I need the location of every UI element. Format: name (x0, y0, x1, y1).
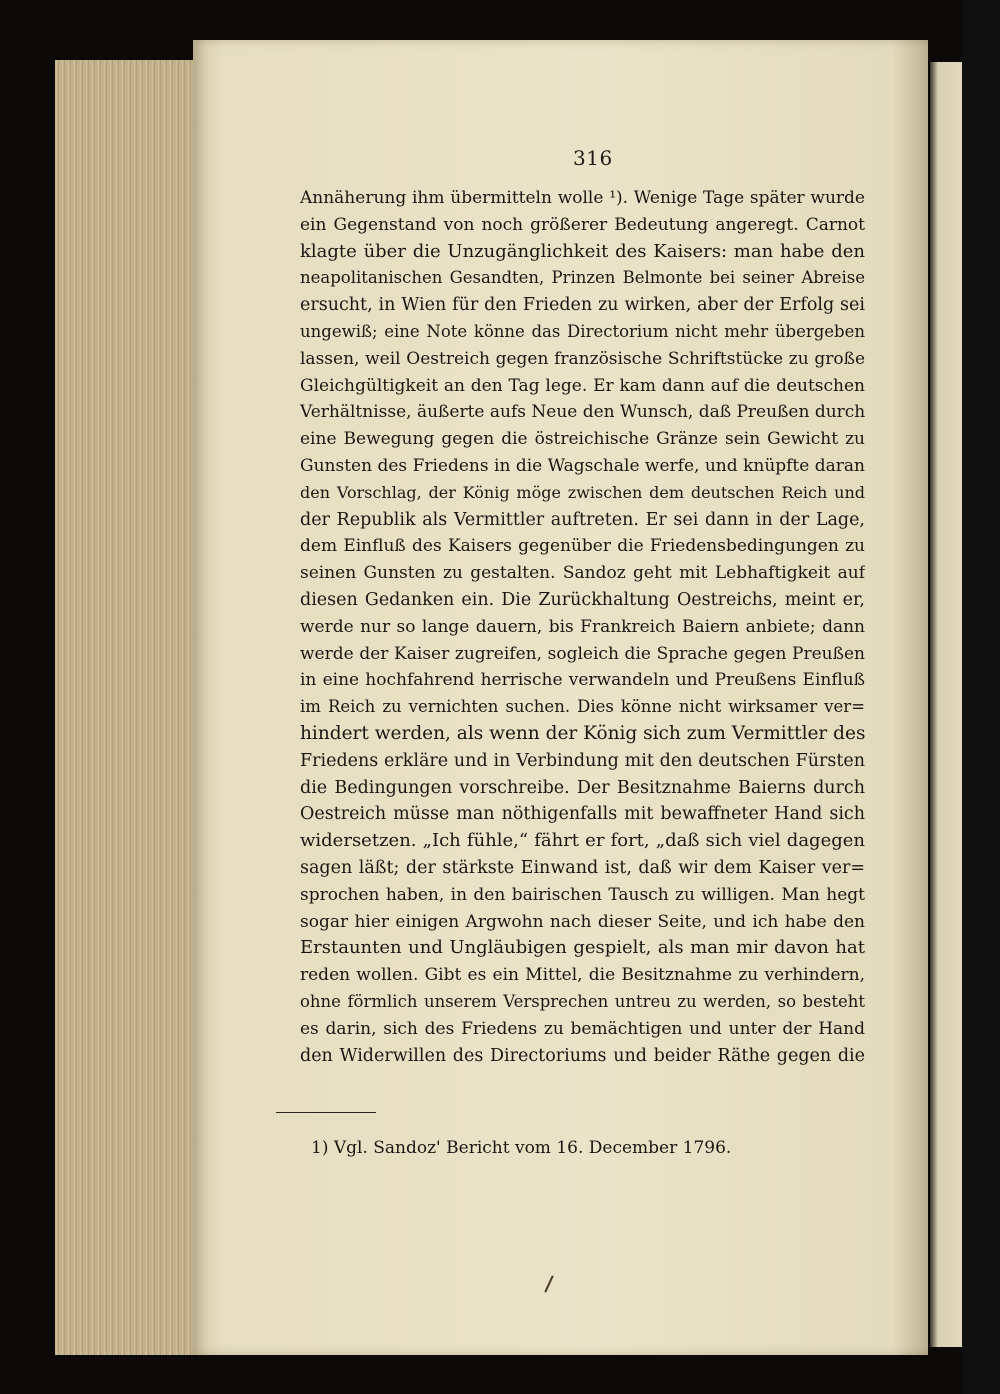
text-line: klagte über die Unzugänglichkeit des Kaisers: man habe den (300, 240, 865, 262)
text-line: in eine hochfahrend herrische verwandeln und Preußens Einfluß (300, 670, 865, 691)
body-text (300, 185, 865, 1069)
page-number: 316 (573, 146, 613, 170)
book-page-edges (55, 60, 197, 1355)
text-line: sagen läßt; der stärkste Einwand ist, daß wir dem Kaiser ver= (300, 857, 865, 878)
text-line: reden wollen. Gibt es ein Mittel, die Besitznahme zu verhindern, (300, 965, 865, 986)
footnote-divider (276, 1112, 376, 1113)
text-line: neapolitanischen Gesandten, Prinzen Belmonte bei seiner Abreise (300, 268, 865, 288)
text-line: Annäherung ihm übermitteln wolle ¹). Wenige Tage später wurde (300, 188, 865, 208)
text-line: hindert werden, als wenn der König sich zum Vermittler des (300, 722, 865, 744)
text-line: Gunsten des Friedens in die Wagschale werfe, und knüpfte daran (300, 455, 865, 476)
text-line: lassen, weil Oestreich gegen französische Schriftstücke zu große (300, 348, 865, 369)
ink-mark (544, 1275, 553, 1292)
text-line: widersetzen. „Ich fühle,“ fährt er fort, „daß sich viel dagegen (300, 830, 865, 852)
text-line: werde nur so lange dauern, bis Frankreich Baiern anbiete; dann (300, 616, 865, 637)
text-line: Verhältnisse, äußerte aufs Neue den Wunsch, daß Preußen durch (300, 402, 865, 423)
text-line: Oestreich müsse man nöthigenfalls mit bewaffneter Hand sich (300, 804, 865, 825)
text-line: ohne förmlich unserem Versprechen untreu zu werden, so besteht (300, 991, 865, 1011)
text-line: der Republik als Vermittler auftreten. Er sei dann in der Lage, (300, 509, 865, 530)
text-line: diesen Gedanken ein. Die Zurückhaltung Oestreichs, meint er, (300, 589, 865, 610)
text-line: sprochen haben, in den bairischen Tausch zu willigen. Man hegt (300, 884, 865, 905)
text-line: es darin, sich des Friedens zu bemächtigen und unter der Hand (300, 1018, 865, 1039)
text-line: dem Einfluß des Kaisers gegenüber die Friedensbedingungen zu (300, 536, 865, 557)
text-line: ersucht, in Wien für den Frieden zu wirken, aber der Erfolg sei (300, 295, 865, 316)
text-line: im Reich zu vernichten suchen. Dies könne nicht wirksamer ver= (300, 697, 865, 717)
footnote: 1) Vgl. Sandoz' Bericht vom 16. December 1796. (311, 1138, 732, 1158)
text-line: Gleichgültigkeit an den Tag lege. Er kam dann auf die deutschen (300, 375, 865, 396)
text-line: den Widerwillen des Directoriums und beider Räthe gegen die (300, 1045, 865, 1066)
background-edge (962, 0, 1000, 1394)
text-line: ungewiß; eine Note könne das Directorium nicht mehr übergeben (300, 321, 865, 341)
text-line: Friedens erkläre und in Verbindung mit den deutschen Fürsten (300, 750, 865, 771)
text-line: sogar hier einigen Argwohn nach dieser Seite, und ich habe den (300, 911, 865, 932)
book-page (193, 40, 928, 1355)
text-line: werde der Kaiser zugreifen, sogleich die Sprache gegen Preußen (300, 643, 865, 664)
text-line: den Vorschlag, der König möge zwischen dem deutschen Reich und (300, 482, 865, 502)
text-line: seinen Gunsten zu gestalten. Sandoz geht mit Lebhaftigkeit auf (300, 563, 865, 584)
text-line: Erstaunten und Ungläubigen gespielt, als man mir davon hat (300, 937, 865, 959)
text-line: die Bedingungen vorschreibe. Der Besitznahme Baierns durch (300, 777, 865, 798)
text-line: eine Bewegung gegen die östreichische Gränze sein Gewicht zu (300, 429, 865, 450)
text-line: ein Gegenstand von noch größerer Bedeutung angeregt. Carnot (300, 214, 865, 235)
